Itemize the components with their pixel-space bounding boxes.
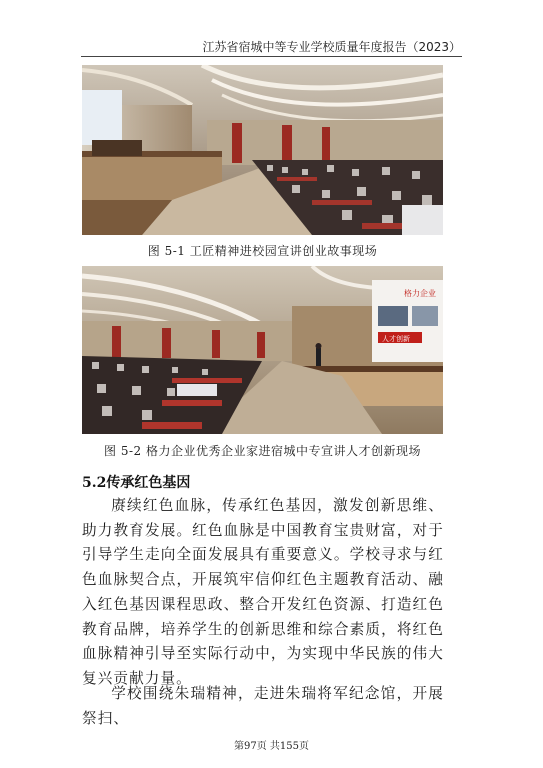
- figure-caption-1: 图 5-1 工匠精神进校园宣讲创业故事现场: [147, 244, 378, 258]
- figure-caption-2: 图 5-2 格力企业优秀企业家进宿城中专宣讲人才创新现场: [104, 444, 421, 458]
- body-paragraph-2: 学校围绕朱瑞精神，走进朱瑞将军纪念馆，开展祭扫、: [82, 685, 444, 727]
- auditorium-photo-2: [82, 266, 443, 434]
- screen-title-text: 格力企业: [404, 289, 436, 298]
- section-heading: 5.2传承红色基因: [82, 475, 191, 491]
- page-number: 第97页 共155页: [234, 741, 309, 752]
- report-header-title: 江苏省宿城中等专业学校质量年度报告（2023）: [202, 40, 461, 54]
- auditorium-photo-1: [82, 65, 443, 235]
- screen-banner-text: 人才创新: [382, 335, 410, 343]
- header-divider: [81, 56, 462, 57]
- body-paragraph-1: 赓续红色血脉，传承红色基因，激发创新思维、助力教育发展。红色血脉是中国教育宝贵财富，对于引导学生走向全面发展具有重要意义。学校寻求与红色血脉契合点，开展筑牢信仰红色主题教育活动、融入红色基因课程思政、整合开发红色资源、打造红色教育品牌，培养学生的创新思维和综合素质，将红色血脉精神引导至实际行动中，为实现中华民族的伟大复兴贡献力量。: [82, 497, 444, 687]
